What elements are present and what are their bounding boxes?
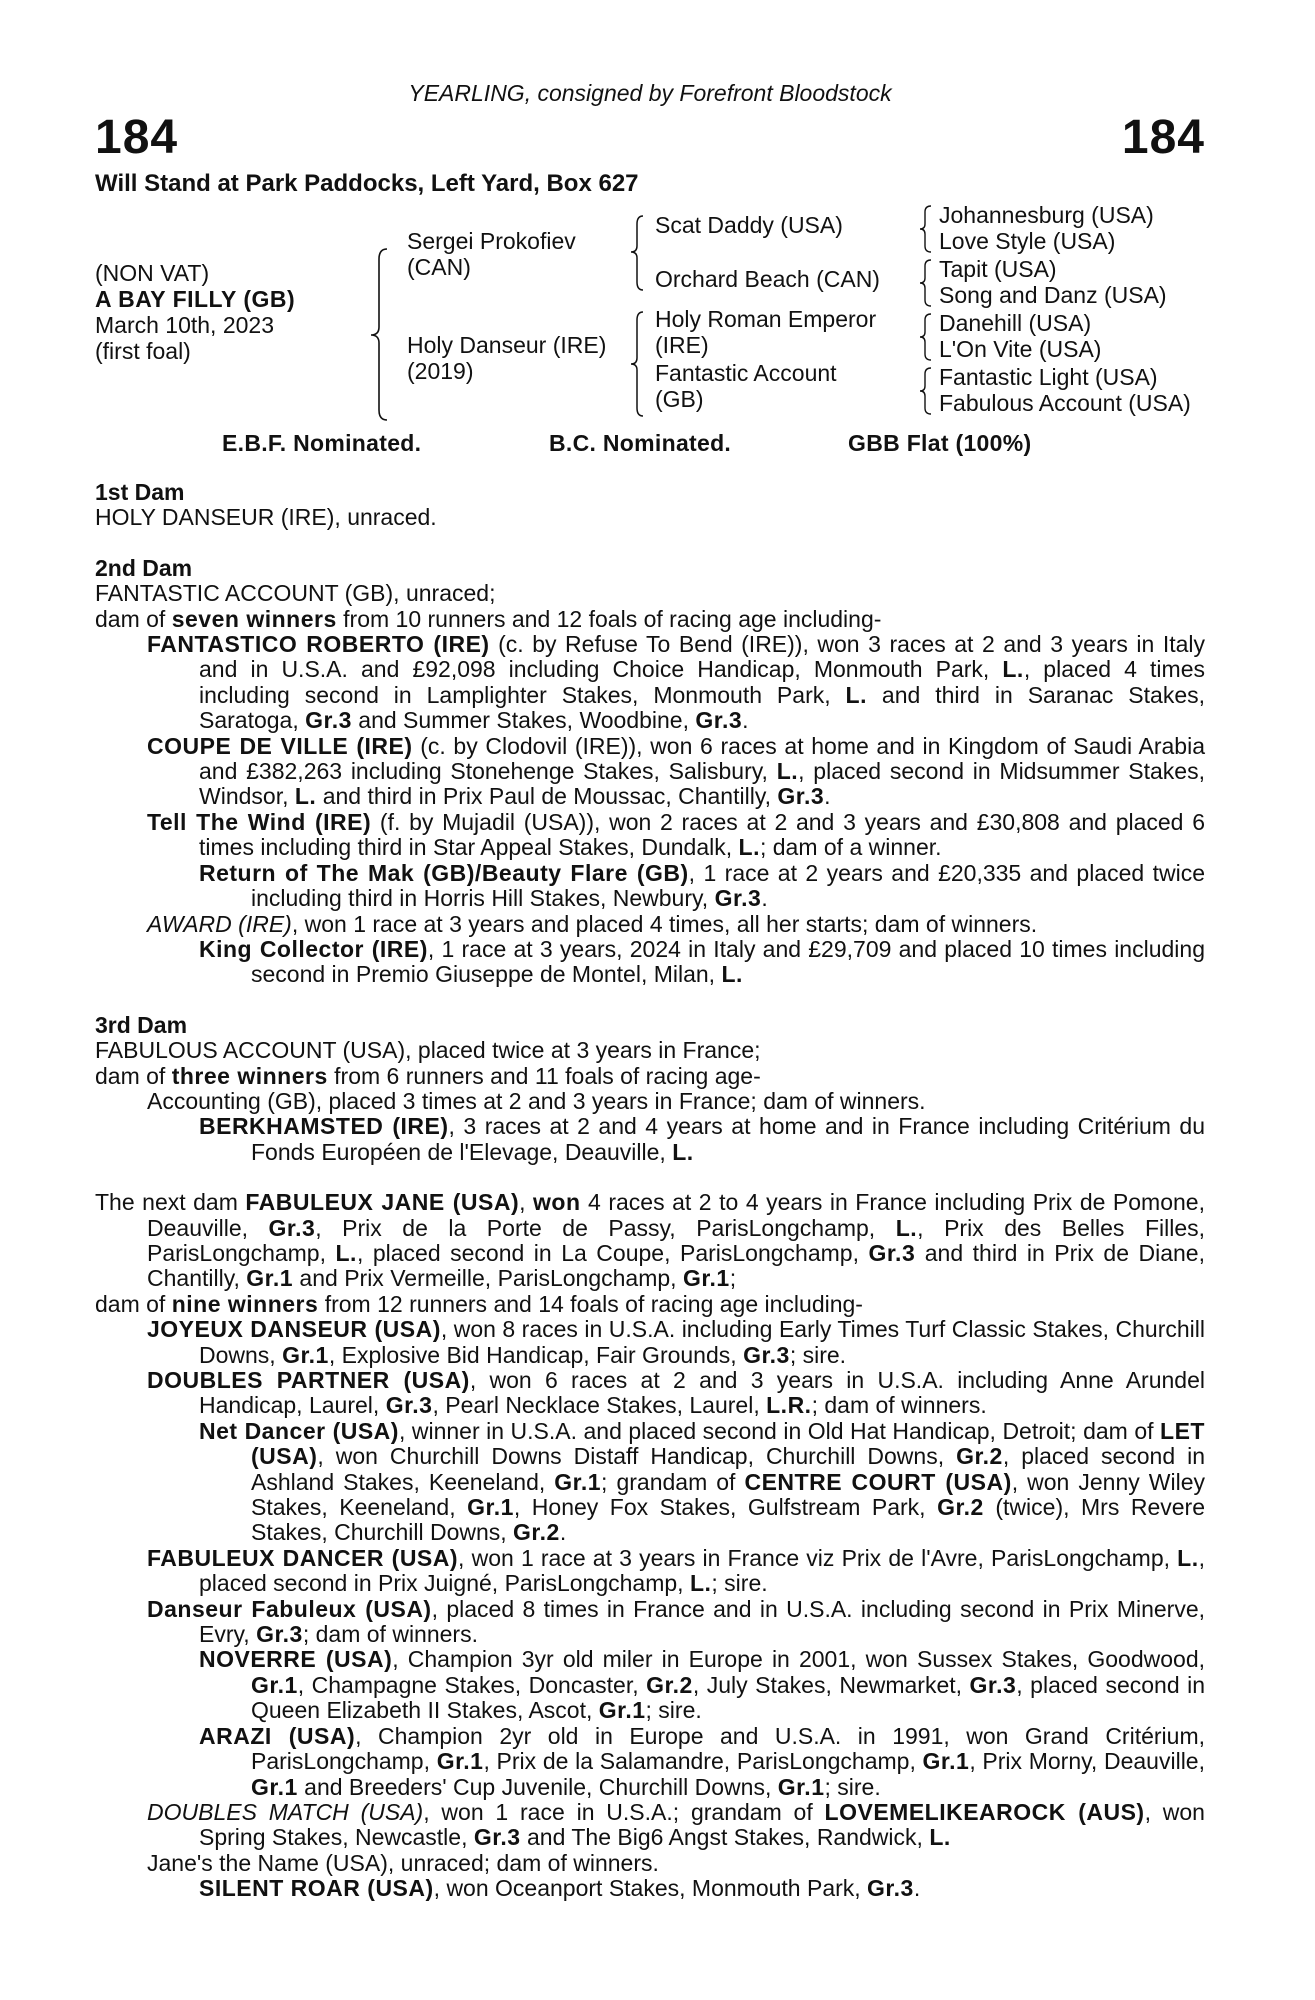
progeny-entry: Tell The Wind (IRE) (f. by Mujadil (USA)), won 2 races at 2 and 3 years and £30,808 and placed 6 times including third in Star Appeal Stakes, Dundalk, L.; dam of a winner. [147, 808, 1205, 861]
dam-dam-name: Fantastic Account [655, 360, 837, 386]
pedigree-main-brace [367, 247, 407, 422]
gbb-status: GBB Flat (100%) [848, 430, 1032, 456]
third-dam-summary: dam of three winners from 6 runners and 11 foals of racing age- [95, 1062, 761, 1089]
dam-dam-country: (GB) [655, 386, 704, 412]
consignor-line: YEARLING, consigned by Forefront Bloodstock [408, 80, 892, 106]
dam-year: (2019) [407, 358, 474, 384]
gp-dds: Fantastic Light (USA) [939, 364, 1158, 390]
progeny-entry: Jane's the Name (USA), unraced; dam of winners. [147, 1849, 659, 1876]
vat-status: (NON VAT) [95, 260, 210, 286]
gp-ddd: Fabulous Account (USA) [939, 390, 1191, 416]
gp-dss: Danehill (USA) [939, 310, 1092, 336]
gp-sss: Johannesburg (USA) [939, 202, 1154, 228]
progeny-entry: Accounting (GB), placed 3 times at 2 and 3 years in France; dam of winners. [147, 1087, 926, 1114]
lot-number-right: 184 [1121, 111, 1205, 164]
horse-description: A BAY FILLY (GB) [95, 286, 296, 312]
bc-nomination: B.C. Nominated. [549, 430, 732, 456]
ss-brace [917, 202, 937, 258]
first-dam-heading: 1st Dam [95, 479, 185, 505]
progeny-entry: Net Dancer (USA), winner in U.S.A. and placed second in Old Hat Handicap, Detroit; dam of LET (USA), won Churchill Downs Distaff Handicap, Churchill Downs, Gr.2, placed second in Ashland Stakes, Keeneland, Gr.1; grandam of CENTRE COURT (USA), won Jenny Wiley Stakes, Keeneland, Gr.1, Honey Fox Stakes, Gulfstream Park, Gr.2 (twice), Mrs Revere Stakes, Churchill Downs, Gr.2. [199, 1417, 1206, 1546]
progeny-entry: DOUBLES MATCH (USA), won 1 race in U.S.A.; grandam of LOVEMELIKEAROCK (AUS), won Spring Stakes, Newcastle, Gr.3 and The Big6 Angst Stakes, Randwick, L. [147, 1798, 1205, 1851]
second-dam-summary: dam of seven winners from 10 runners and 12 foals of racing age including- [95, 605, 882, 632]
progeny-entry: COUPE DE VILLE (IRE) (c. by Clodovil (IRE)), won 6 races at home and in Kingdom of Saudi Arabia and £382,263 including Stonehenge Stakes, Salisbury, L., placed second in Midsummer Stakes, Windsor, L. and third in Prix Paul de Moussac, Chantilly, Gr.3. [147, 732, 1205, 810]
sire-brace [627, 214, 651, 294]
ds-brace [917, 310, 937, 366]
progeny-entry: Return of The Mak (GB)/Beauty Flare (GB), 1 race at 2 years and £20,335 and placed twice including third in Horris Hill Stakes, Newbury, Gr.3. [199, 859, 1206, 912]
progeny-entry: DOUBLES PARTNER (USA), won 6 races at 2 and 3 years in U.S.A. including Anne Arundel Handicap, Laurel, Gr.3, Pearl Necklace Stakes, Laurel, L.R.; dam of winners. [147, 1367, 1205, 1419]
dam-brace [627, 310, 651, 420]
progeny-entry: SILENT ROAR (USA), won Oceanport Stakes, Monmouth Park, Gr.3. [199, 1875, 921, 1902]
dd-brace [917, 364, 937, 420]
next-dam-summary: dam of nine winners from 12 runners and 14 foals of racing age including- [95, 1290, 863, 1317]
foaling-date: March 10th, 2023 [95, 312, 275, 338]
gp-dsd: L'On Vite (USA) [939, 336, 1102, 362]
gp-ssd: Love Style (USA) [939, 228, 1116, 254]
pedigree-table [95, 202, 1220, 427]
third-dam-line: FABULOUS ACCOUNT (USA), placed twice at 3 years in France; [95, 1037, 761, 1064]
lot-number-left: 184 [95, 111, 179, 164]
progeny-entry: AWARD (IRE), won 1 race at 3 years and placed 4 times, all her starts; dam of winners. [147, 910, 1038, 937]
progeny-entry: King Collector (IRE), 1 race at 3 years, 2024 in Italy and £29,709 and placed 10 times including second in Premio Giuseppe de Montel, Milan, L. [199, 935, 1205, 988]
gp-sdd: Song and Danz (USA) [939, 282, 1167, 308]
sire-name: Sergei Prokofiev [407, 228, 576, 254]
progeny-entry: NOVERRE (USA), Champion 3yr old miler in Europe in 2001, won Sussex Stakes, Goodwood, Gr.1, Champagne Stakes, Doncaster, Gr.2, July Stakes, Newmarket, Gr.3, placed second in Queen Elizabeth II Stakes, Ascot, Gr.1; sire. [199, 1646, 1206, 1724]
sire-dam: Orchard Beach (CAN) [655, 266, 880, 292]
foal-note: (first foal) [95, 338, 191, 364]
produce-record [95, 480, 1205, 1902]
dam-name: Holy Danseur (IRE) [407, 332, 607, 358]
ebf-nomination: E.B.F. Nominated. [222, 430, 422, 456]
dam-sire-name: Holy Roman Emperor [655, 306, 877, 332]
progeny-entry: FABULEUX DANCER (USA), won 1 race at 3 years in France viz Prix de l'Avre, ParisLongchamp, L., placed second in Prix Juigné, ParisLongchamp, L.; sire. [147, 1544, 1206, 1597]
dam-sire-country: (IRE) [655, 332, 709, 358]
progeny-entry: Danseur Fabuleux (USA), placed 8 times in France and in U.S.A. including second in Prix Minerve, Evry, Gr.3; dam of winners. [147, 1595, 1206, 1648]
stand-location: Will Stand at Park Paddocks, Left Yard, Box 627 [95, 170, 639, 197]
third-dam-heading: 3rd Dam [95, 1011, 188, 1038]
progeny-entry: BERKHAMSTED (IRE), 3 races at 2 and 4 years at home and in France including Critérium du Fonds Européen de l'Elevage, Deauville, L. [199, 1113, 1205, 1165]
second-dam-line: FANTASTIC ACCOUNT (GB), unraced; [95, 580, 496, 607]
sire-sire: Scat Daddy (USA) [655, 212, 843, 238]
progeny-entry: FANTASTICO ROBERTO (IRE) (c. by Refuse To Bend (IRE)), won 3 races at 2 and 3 years in Italy and in U.S.A. and £92,098 including Choice Handicap, Monmouth Park, L., placed 4 times including second in Lamplighter Stakes, Monmouth Park, L. and third in Saranac Stakes, Saratoga, Gr.3 and Summer Stakes, Woodbine, Gr.3. [147, 631, 1205, 734]
gp-sds: Tapit (USA) [939, 256, 1057, 282]
sd-brace [917, 256, 937, 312]
progeny-entry: JOYEUX DANSEUR (USA), won 8 races in U.S.A. including Early Times Turf Classic Stakes, Churchill Downs, Gr.1, Explosive Bid Handicap, Fair Grounds, Gr.3; sire. [147, 1316, 1205, 1368]
first-dam-text: HOLY DANSEUR (IRE), unraced. [95, 504, 437, 531]
second-dam-heading: 2nd Dam [95, 554, 193, 581]
sire-country: (CAN) [407, 254, 471, 280]
progeny-entry: ARAZI (USA), Champion 2yr old in Europe and U.S.A. in 1991, won Grand Critérium, ParisLongchamp, Gr.1, Prix de la Salamandre, ParisLongchamp, Gr.1, Prix Morny, Deauville, Gr.1 and Breeders' Cup Juvenile, Churchill Downs, Gr.1; sire. [199, 1722, 1205, 1800]
next-dam-paragraph: The next dam FABULEUX JANE (USA), won 4 races at 2 to 4 years in France including Prix de Pomone, Deauville, Gr.3, Prix de la Porte de Passy, ParisLongchamp, L., Prix des Belles Filles, ParisLongchamp, L., placed second in La Coupe, ParisLongchamp, Gr.3 and third in Prix de Diane, Chantilly, Gr.1 and Prix Vermeille, ParisLongchamp, Gr.1; [95, 1189, 1206, 1292]
